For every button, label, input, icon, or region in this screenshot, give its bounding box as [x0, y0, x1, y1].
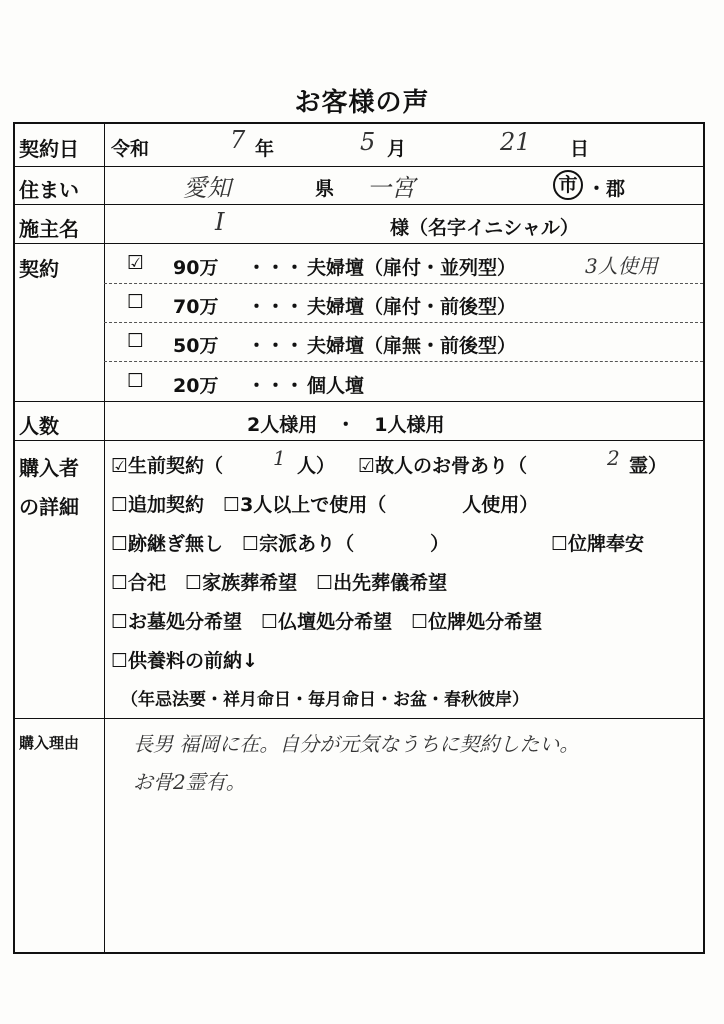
- county-unit: ・郡: [587, 178, 626, 200]
- remains-unit: 霊）: [629, 455, 668, 477]
- divider: [15, 718, 703, 719]
- contract-option-price: 50万: [173, 335, 219, 357]
- divider: [15, 166, 703, 167]
- prepay-note: （年忌法要・祥月命日・毎月命日・お盆・春秋彼岸）: [121, 690, 529, 710]
- month-unit: 月: [387, 138, 407, 160]
- contract-option-desc: 夫婦壇（扉付・並列型）: [307, 257, 517, 279]
- label-column-divider: [104, 124, 105, 952]
- contract-option-dots: ・・・: [247, 375, 305, 397]
- owner-suffix: 様（名字イニシャル）: [390, 217, 579, 239]
- address-label: 住まい: [19, 178, 79, 202]
- city-circled: [553, 170, 583, 200]
- owner-label: 施主名: [19, 217, 79, 241]
- survey-form: [13, 122, 705, 954]
- contract-date-label: 契約日: [19, 137, 79, 161]
- purchaser-options-line2[interactable]: ☐追加契約 ☐3人以上で使用（ 人使用）: [111, 494, 539, 516]
- contract-option-price: 70万: [173, 296, 219, 318]
- divider: [15, 440, 703, 441]
- dashed-divider: [104, 361, 703, 362]
- day-unit: 日: [570, 138, 590, 160]
- contract-option-checkbox[interactable]: ☑: [127, 252, 145, 274]
- divider: [15, 401, 703, 402]
- page-title: お客様の声: [294, 88, 430, 118]
- dashed-divider: [104, 322, 703, 323]
- owner-initial-value[interactable]: I: [215, 208, 225, 236]
- day-value[interactable]: 21: [500, 128, 531, 156]
- people-options[interactable]: 2人様用 ・ 1人様用: [247, 414, 445, 436]
- purchaser-options-line4[interactable]: ☐合祀 ☐家族葬希望 ☐出先葬儀希望: [111, 572, 448, 594]
- divider: [15, 204, 703, 205]
- dashed-divider: [104, 283, 703, 284]
- pre-contract-unit: 人）: [297, 455, 336, 477]
- contract-option-desc: 個人壇: [307, 375, 365, 397]
- month-value[interactable]: 5: [360, 128, 376, 156]
- contract-option-price: 90万: [173, 257, 219, 279]
- contract-option-checkbox[interactable]: ☐: [127, 330, 145, 352]
- remains-count[interactable]: 2: [607, 446, 620, 470]
- contract-option-dots: ・・・: [247, 335, 305, 357]
- reason-label: 購入理由: [19, 734, 80, 752]
- contract-option-checkbox[interactable]: ☐: [127, 291, 145, 313]
- contract-option-price: 20万: [173, 375, 219, 397]
- contract-note[interactable]: 3人使用: [585, 254, 658, 278]
- city-value[interactable]: 一宮: [367, 174, 415, 202]
- contract-option-checkbox[interactable]: ☐: [127, 370, 145, 392]
- ihai-placement-checkbox[interactable]: ☐位牌奉安: [551, 533, 645, 555]
- era-label: 令和: [111, 138, 150, 160]
- prefecture-unit: 県: [315, 178, 335, 200]
- contract-option-desc: 夫婦壇（扉付・前後型）: [307, 296, 517, 318]
- purchaser-options-line5[interactable]: ☐お墓処分希望 ☐仏壇処分希望 ☐位牌処分希望: [111, 611, 543, 633]
- purchaser-label-line1: 購入者: [19, 456, 79, 480]
- contract-label: 契約: [19, 257, 59, 281]
- reason-text-line1[interactable]: 長男 福岡に在。自分が元気なうちに契約したい。: [133, 732, 580, 756]
- divider: [15, 243, 703, 244]
- pre-contract-count[interactable]: 1: [273, 446, 286, 470]
- purchaser-options-line3[interactable]: ☐跡継ぎ無し ☐宗派あり（ ）: [111, 533, 450, 555]
- contract-option-dots: ・・・: [247, 257, 305, 279]
- prepay-checkbox[interactable]: ☐供養料の前納↓: [111, 650, 258, 672]
- purchaser-label-line2: の詳細: [19, 495, 79, 519]
- reason-text-line2[interactable]: お骨2霊有。: [133, 770, 246, 794]
- people-label: 人数: [19, 414, 59, 438]
- contract-option-desc: 夫婦壇（扉無・前後型）: [307, 335, 517, 357]
- year-unit: 年: [255, 138, 275, 160]
- contract-option-dots: ・・・: [247, 296, 305, 318]
- prefecture-value[interactable]: 愛知: [183, 174, 231, 202]
- pre-contract-checkbox[interactable]: ☑生前契約（: [111, 455, 224, 477]
- remains-checkbox[interactable]: ☑故人のお骨あり（: [358, 455, 528, 477]
- year-value[interactable]: 7: [230, 126, 246, 154]
- city-circle-mark: 市: [553, 170, 583, 200]
